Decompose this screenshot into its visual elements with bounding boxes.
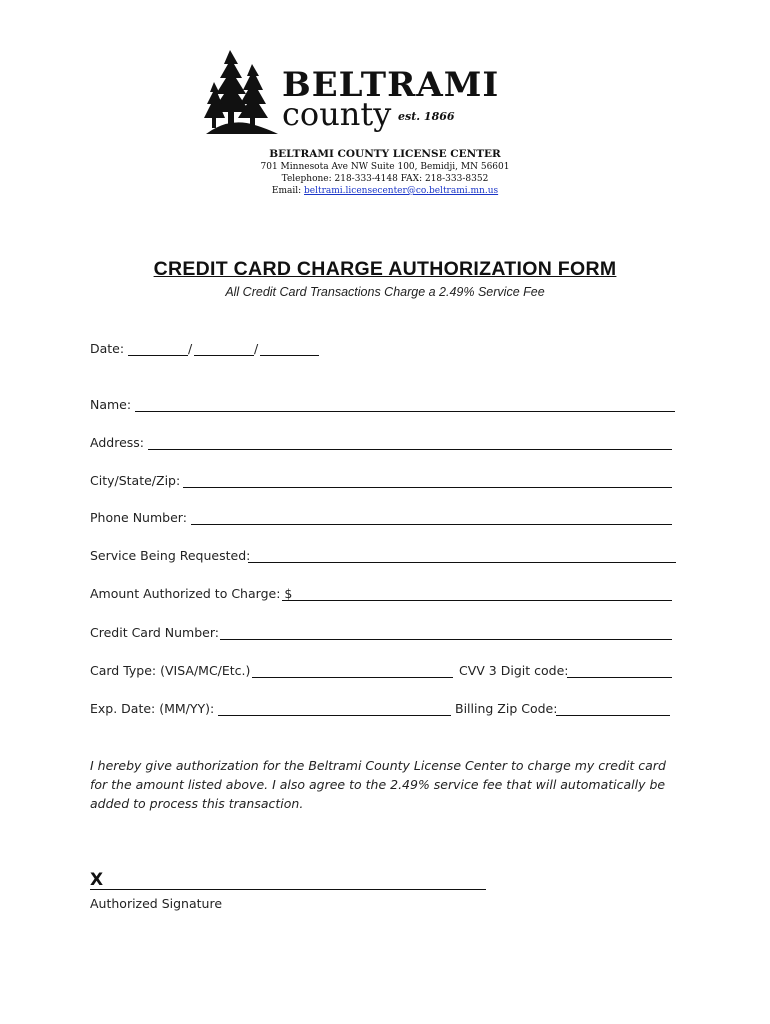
- cvv-field[interactable]: [567, 677, 672, 678]
- amount-field[interactable]: [282, 600, 672, 601]
- authorization-statement: I hereby give authorization for the Beltrami County License Center to charge my credit card for the amount listed above. I also agree to the 2.49% service fee that will automatically be added to process this transaction.: [90, 758, 666, 811]
- org-phone: Telephone: 218-333-4148 FAX: 218-333-8352: [281, 174, 489, 184]
- form-subtitle: All Credit Card Transactions Charge a 2.49% Service Fee: [225, 285, 545, 299]
- email-label: Email:: [271, 186, 305, 196]
- cvv-label: CVV 3 Digit code:: [459, 663, 569, 678]
- email-link[interactable]: beltrami.licensecenter@co.beltrami.mn.us: [304, 186, 499, 196]
- card-type-label: Card Type: (VISA/MC/Etc.): [90, 663, 251, 678]
- logo-est: est. 1866: [398, 110, 455, 123]
- amount-label: Amount Authorized to Charge: $: [90, 586, 293, 601]
- date-year-field[interactable]: [260, 355, 319, 356]
- exp-date-label: Exp. Date: (MM/YY):: [90, 701, 215, 716]
- phone-label: Phone Number:: [90, 510, 187, 525]
- billing-zip-label: Billing Zip Code:: [455, 701, 558, 716]
- date-month-field[interactable]: [128, 355, 188, 356]
- signature-x: X: [90, 870, 104, 890]
- address-field[interactable]: [148, 449, 672, 450]
- date-row: [90, 341, 124, 356]
- form-title: CREDIT CARD CHARGE AUTHORIZATION FORM: [153, 258, 617, 280]
- address-label: Address:: [90, 435, 144, 450]
- beltrami-county-logo: [200, 38, 520, 143]
- signature-field[interactable]: [90, 889, 486, 890]
- logo-county: county: [282, 95, 392, 133]
- service-label: Service Being Requested:: [90, 548, 251, 563]
- contact-header: [0, 148, 770, 196]
- city-state-zip-label: City/State/Zip:: [90, 473, 181, 488]
- service-field[interactable]: [248, 562, 676, 563]
- name-label: Name:: [90, 397, 132, 412]
- credit-card-number-label: Credit Card Number:: [90, 625, 219, 640]
- date-day-field[interactable]: [194, 355, 254, 356]
- signature-label: Authorized Signature: [90, 896, 223, 911]
- pine-trees-icon: [200, 38, 280, 138]
- org-address: 701 Minnesota Ave NW Suite 100, Bemidji, MN 56601: [260, 162, 510, 172]
- org-name: BELTRAMI COUNTY LICENSE CENTER: [269, 148, 501, 160]
- billing-zip-field[interactable]: [556, 715, 670, 716]
- city-state-zip-field[interactable]: [183, 487, 672, 488]
- exp-date-field[interactable]: [218, 715, 451, 716]
- phone-field[interactable]: [191, 524, 672, 525]
- name-field[interactable]: [135, 411, 675, 412]
- credit-card-number-field[interactable]: [220, 639, 672, 640]
- logo-title: BELTRAMI: [282, 65, 500, 105]
- org-email-line: [0, 186, 770, 196]
- card-type-field[interactable]: [252, 677, 453, 678]
- date-label: Date:: [90, 341, 125, 356]
